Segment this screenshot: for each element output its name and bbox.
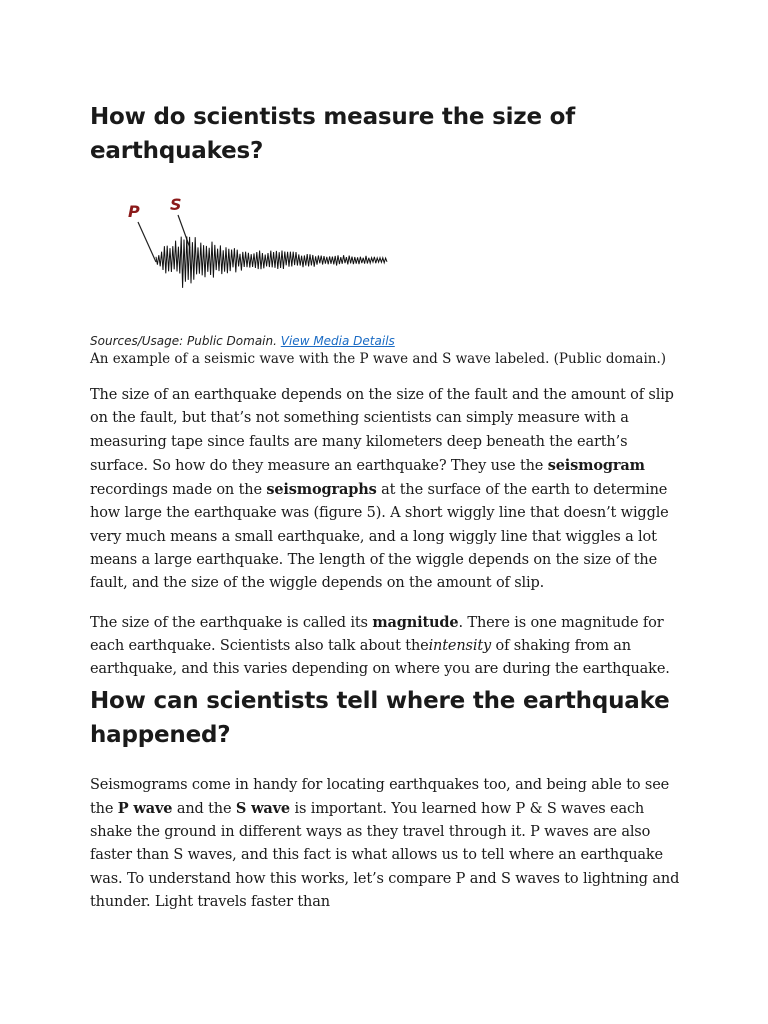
para1-text-3: at the surface of the earth to determine how large the earthquake was (figure 5). A short wiggly line that doesn’t wiggle very much means a small earthquake, and a long wiggly line that wiggles a lot means a large earthquake. The length of the wiggle depends on the size of the fault, and the size of the wiggle depends on the amount of slip.	[90, 482, 669, 592]
seismogram-image	[118, 190, 408, 315]
para3-text-1: Seismograms come in handy for locating earthquakes too, and being able to see the	[90, 776, 670, 817]
figure	[90, 190, 680, 368]
term-s-wave: S wave	[235, 799, 291, 817]
para2-text-2: . There is one magnitude for each earthquake. Scientists also talk about the	[90, 614, 664, 654]
para1-text-2: recordings made on the	[90, 482, 267, 499]
media-credit	[90, 333, 680, 349]
term-seismogram: seismogram	[547, 456, 645, 474]
term-magnitude: magnitude	[372, 613, 459, 631]
paragraph-locating	[90, 774, 680, 915]
para1-text-1: The size of an earthquake depends on the size of the fault and the amount of slip on the fault, but that’s not something scientists can simply measure with a measuring tape since faults are many kilometers deep beneath the earth’s surface. So how do they measure an earthquake? They use the	[90, 387, 674, 474]
section-heading-location: How can scientists tell where the earthquake happened?	[90, 687, 670, 748]
paragraph-magnitude	[90, 611, 680, 682]
credit-text: Sources/Usage: Public Domain.	[90, 334, 277, 348]
s-wave-label: S	[170, 195, 182, 214]
term-p-wave: P wave	[117, 799, 173, 817]
p-wave-pointer	[138, 222, 156, 262]
section-heading-measure-size: How do scientists measure the size of earthquakes?	[90, 104, 576, 164]
para2-text-1: The size of the earthquake is called its	[90, 614, 373, 631]
article	[90, 100, 680, 914]
paragraph-size-of-earthquake	[90, 384, 680, 596]
para3-text-2: and the	[172, 800, 236, 817]
view-media-details-link[interactable]: View Media Details	[280, 334, 395, 348]
p-wave-label: P	[128, 202, 140, 221]
para2-text-3: of shaking from an earthquake, and this varies depending on where you are during the earthquake.	[90, 637, 670, 678]
term-seismographs: seismographs	[266, 481, 377, 499]
term-intensity: intensity	[428, 637, 492, 654]
para3-text-3: is important. You learned how P & S waves each shake the ground in different ways as they travel through it. P waves are also faster than S waves, and this fact is what allows us to tell where an earthquake was. To understand how this works, let’s compare P and S waves to lightning and thunder. Light travels faster than	[90, 800, 680, 911]
seismic-waveform	[156, 237, 387, 288]
figure-caption: An example of a seismic wave with the P wave and S wave labeled. (Public domain.)	[90, 351, 667, 367]
